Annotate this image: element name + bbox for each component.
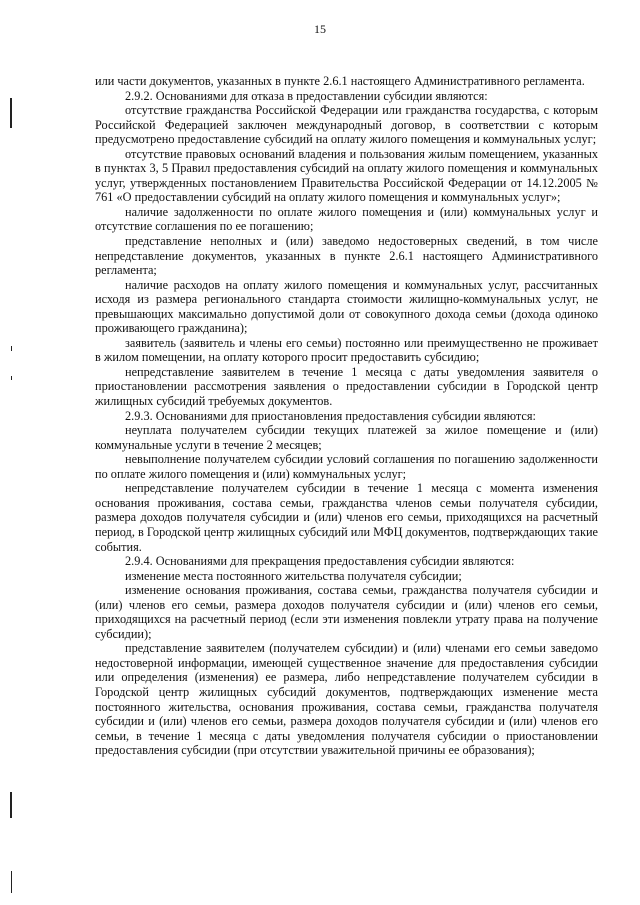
paragraph: 2.9.2. Основаниями для отказа в предоставлении субсидии являются: <box>125 88 488 103</box>
document-body <box>95 74 598 758</box>
margin-mark <box>10 98 12 128</box>
margin-mark <box>11 376 12 380</box>
paragraph: представление заявителем (получателем субсидии) и (или) членами его семьи заведомо недостоверной информации, имеющей существенное значение для предоставления субсидии или определения (изменения) ее размера, либо непредставление получателем субсидии в Городской центр жилищных субсидий документов, подтверждающих изменение места постоянного жительства, основания проживания, состава семьи, гражданства получателя субсидии и (или) членов его семьи, размера доходов получателя субсидии и (или) членов его семьи, в течение 1 месяца с даты уведомления получателя субсидии о приостановлении предоставления субсидии (при отсутствии уважительной причины ее образования); <box>95 641 598 758</box>
paragraph: отсутствие гражданства Российской Федерации или гражданства государства, с которым Российской Федерацией заключен международный договор, в соответствии с которым предусмотрено предоставление субсидий на оплату жилого помещения и коммунальных услуг; <box>95 103 598 147</box>
paragraph: 2.9.3. Основаниями для приостановления предоставления субсидии являются: <box>125 408 536 423</box>
paragraph: непредставление заявителем в течение 1 месяца с даты уведомления заявителя о приостановлении рассмотрения заявления о предоставлении субсидии в Городской центр жилищных субсидий требуемых документов. <box>95 364 598 409</box>
paragraph: отсутствие правовых оснований владения и пользования жилым помещением, указанных в пунктах 3, 5 Правил предоставления субсидий на оплату жилого помещения и коммунальных услуг, утвержденных постановлением Правительства Российской Федерации от 14.12.2005 № 761 «О предоставлении субсидий на оплату жилого помещения и коммунальных услуг»; <box>95 146 598 205</box>
margin-mark <box>10 792 12 818</box>
paragraph: изменение основания проживания, состава семьи, гражданства получателя субсидии и (или) членов его семьи, размера доходов получателя субсидии и (или) членов его семьи, приходящихся на расчетный период (если эти изменения повлекли утрату права на получение субсидии); <box>95 583 598 641</box>
paragraph: или части документов, указанных в пункте 2.6.1 настоящего Административного регламента. <box>95 74 585 88</box>
paragraph: невыполнение получателем субсидии условий соглашения по погашению задолженности по оплате жилого помещения и (или) коммунальных услуг; <box>95 452 598 481</box>
margin-mark <box>11 346 12 351</box>
paragraph: наличие задолженности по оплате жилого помещения и (или) коммунальных услуг и отсутствие соглашения по ее погашению; <box>95 204 598 234</box>
page-number: 15 <box>314 22 326 36</box>
paragraph: заявитель (заявитель и члены его семьи) постоянно или преимущественно не проживает в жилом помещении, на оплату которого просит предоставить субсидию; <box>95 335 598 365</box>
paragraph: 2.9.4. Основаниями для прекращения предоставления субсидии являются: <box>125 554 515 569</box>
paragraph: наличие расходов на оплату жилого помещения и коммунальных услуг, рассчитанных исходя из размера регионального стандарта стоимости жилищно-коммунальных услуг, не превышающих максимально допустимой доли от совокупного дохода семьи (дохода одиноко проживающего гражданина); <box>95 277 598 336</box>
paragraph: представление неполных и (или) заведомо недостоверных сведений, в том числе непредставление документов, указанных в пункте 2.6.1 настоящего Административного регламента; <box>95 234 598 278</box>
paragraph: изменение места постоянного жительства получателя субсидии; <box>125 568 462 583</box>
paragraph: неуплата получателем субсидии текущих платежей за жилое помещение и (или) коммунальные услуги в течение 2 месяцев; <box>95 423 598 452</box>
paragraph: непредставление получателем субсидии в течение 1 месяца с момента изменения основания проживания, состава семьи, гражданства членов семьи получателя субсидии, размера доходов получателя субсидии и (или) членов его семьи, приходящихся на расчетный период, в Городской центр жилищных субсидий или МФЦ документов, подтверждающих такие события. <box>95 481 598 554</box>
margin-mark <box>11 871 12 893</box>
